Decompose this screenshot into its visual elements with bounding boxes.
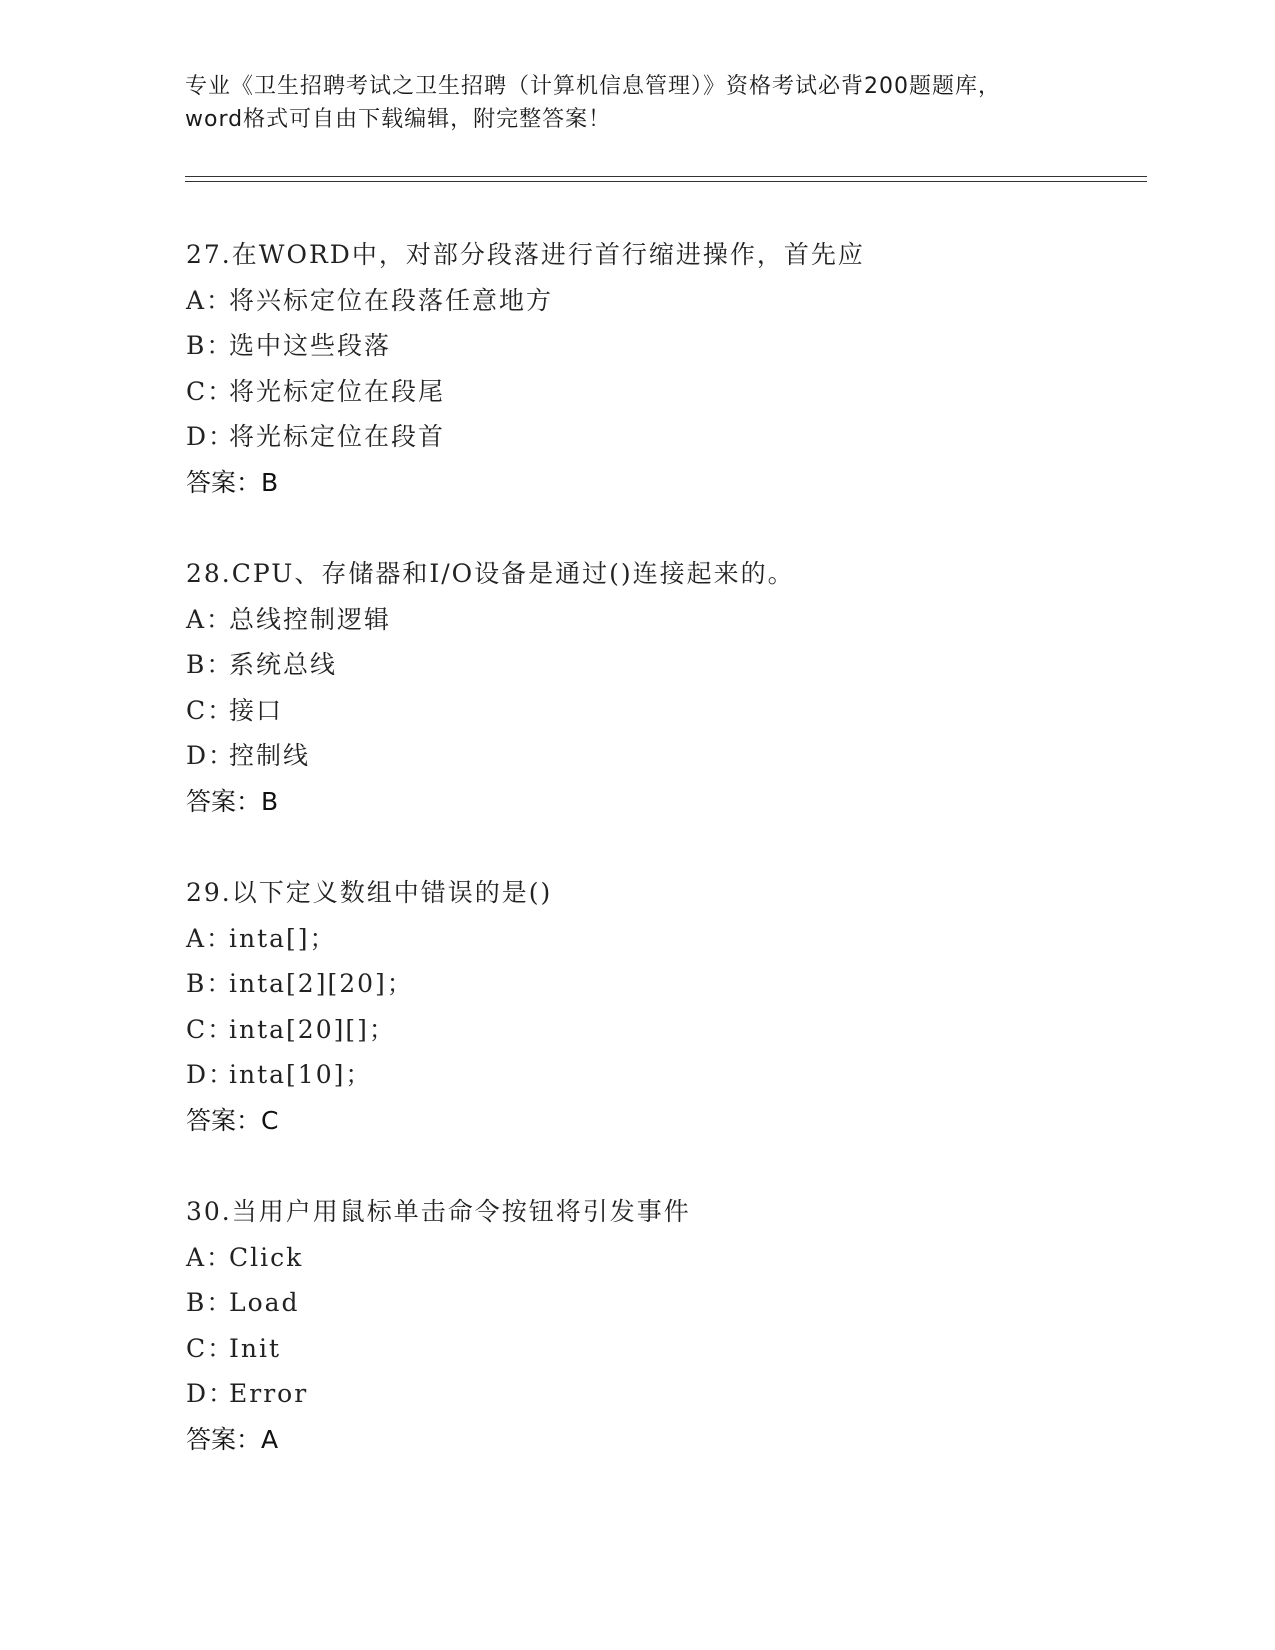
answer: 答案：B <box>186 786 279 816</box>
option-text: 将兴标定位在段落任意地方 <box>229 285 554 315</box>
option-key: A： <box>186 285 234 315</box>
option-text: Init <box>229 1333 282 1363</box>
option-b <box>186 642 1136 688</box>
option-a <box>186 597 1136 643</box>
option-text: 总线控制逻辑 <box>229 604 392 634</box>
option-key: A： <box>186 923 234 953</box>
option-text: inta[20][]； <box>229 1014 396 1044</box>
header-line-2: word格式可自由下载编辑，附完整答案！ <box>185 107 612 132</box>
option-text: 控制线 <box>229 741 311 770</box>
option-text: inta[]； <box>229 923 337 953</box>
option-b <box>186 961 1136 1007</box>
answer: 答案：C <box>186 1105 279 1135</box>
option-b <box>186 1280 1136 1326</box>
option-key: B： <box>186 969 234 998</box>
question-29 <box>186 870 1136 1143</box>
answer: 答案：B <box>186 467 279 497</box>
option-a <box>186 1235 1136 1281</box>
header-line-1: 专业《卫生招聘考试之卫生招聘（计算机信息管理）》资格考试必背200题题库， <box>185 74 1001 99</box>
option-text: 系统总线 <box>229 650 338 679</box>
option-text: inta[2][20]； <box>229 969 414 998</box>
option-key: D： <box>186 741 236 770</box>
question-text: 27.在WORD中，对部分段落进行首行缩进操作，首先应 <box>186 240 865 269</box>
option-key: B： <box>186 331 234 360</box>
option-c <box>186 1326 1136 1372</box>
option-key: D： <box>186 1379 236 1408</box>
option-c <box>186 369 1136 415</box>
option-d <box>186 1052 1136 1098</box>
answer: 答案：A <box>186 1424 279 1454</box>
option-key: C： <box>186 1014 235 1044</box>
option-d <box>186 1371 1136 1417</box>
option-text: Error <box>229 1379 309 1408</box>
option-text: inta[10]； <box>229 1060 373 1089</box>
header-divider-top <box>185 176 1147 177</box>
question-text: 29.以下定义数组中错误的是() <box>186 878 553 907</box>
question-text: 30.当用户用鼠标单击命令按钮将引发事件 <box>186 1197 691 1226</box>
question-30 <box>186 1189 1136 1462</box>
option-b <box>186 323 1136 369</box>
option-text: Load <box>229 1288 300 1317</box>
document-header <box>185 70 1105 136</box>
option-key: B： <box>186 650 234 679</box>
option-c <box>186 688 1136 734</box>
option-text: Click <box>229 1242 304 1272</box>
option-key: C： <box>186 1333 235 1363</box>
question-text: 28.CPU、存储器和I/O设备是通过()连接起来的。 <box>186 559 795 588</box>
option-d <box>186 414 1136 460</box>
option-key: C： <box>186 376 235 406</box>
option-a <box>186 278 1136 324</box>
option-key: B： <box>186 1288 234 1317</box>
option-key: C： <box>186 695 235 725</box>
option-d <box>186 733 1136 779</box>
option-c <box>186 1007 1136 1053</box>
question-list <box>186 232 1136 1508</box>
question-28 <box>186 551 1136 824</box>
option-key: A： <box>186 1242 234 1272</box>
option-text: 将光标定位在段首 <box>229 422 446 451</box>
header-divider-bottom <box>185 181 1147 182</box>
option-text: 选中这些段落 <box>229 331 392 360</box>
option-text: 将光标定位在段尾 <box>229 376 446 406</box>
question-27 <box>186 232 1136 505</box>
option-key: D： <box>186 1060 236 1089</box>
option-a <box>186 916 1136 962</box>
option-key: A： <box>186 604 234 634</box>
option-key: D： <box>186 422 236 451</box>
option-text: 接口 <box>229 695 284 725</box>
